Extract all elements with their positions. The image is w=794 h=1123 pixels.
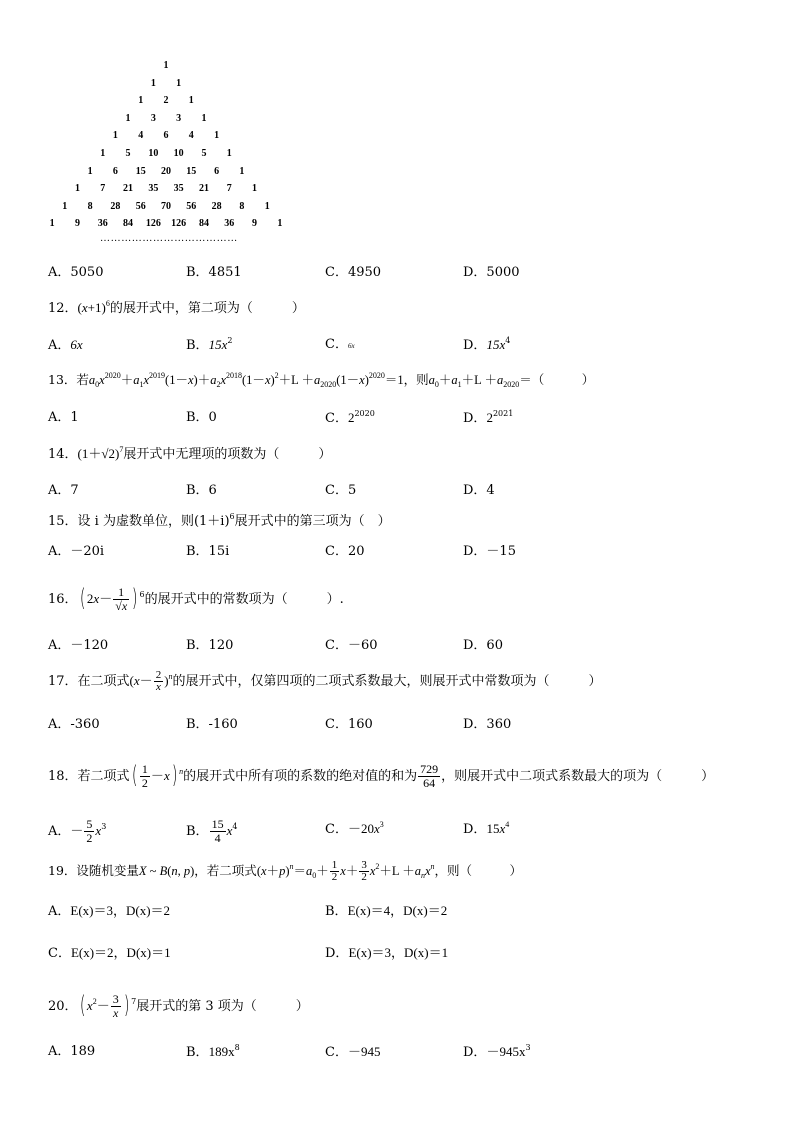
triangle-number: 15 xyxy=(135,165,146,177)
triangle-number: 4 xyxy=(188,130,194,142)
q18-option-a: A．－ $\frac{5}{2}$ $x^3$ xyxy=(48,817,107,845)
q12-option-a: A．6x xyxy=(48,337,83,353)
q19-option-c: C．E(x)＝2，D(x)＝1 xyxy=(48,945,171,961)
q12-number: 12． xyxy=(48,301,78,316)
triangle-number: 3 xyxy=(176,112,182,124)
q16-option-d: D．60 xyxy=(463,638,503,653)
triangle-number: 36 xyxy=(224,218,235,230)
triangle-number: 1 xyxy=(264,200,270,212)
triangle-number: 5 xyxy=(201,148,207,159)
triangle-number: 10 xyxy=(148,148,159,159)
question-13: 13．若$a_0x^{2020}+a_1x^{2019}(1-x)+a_2x^{2018}(1-x)^2+L +a_{2020}(1-x)^{2020}=1$，则$a_0+a_1+L +a_{2020}=$（ ） xyxy=(48,371,595,389)
question-16: 16．( 2x－ $\frac{1}{√x}$ ) $^6$的展开式中的常数项为（ ）. xyxy=(48,584,344,613)
q19-option-b: B．E(x)＝4，D(x)＝2 xyxy=(325,903,448,919)
question-18: 18．若二项式( $\frac{1}{2}$ －x) $^n$的展开式中所有项的系数的绝对值的和为 $\frac{729}{64}$ ，则展开式中二项式系数最大的项为（ ） xyxy=(48,761,715,790)
q19-option-d: D．E(x)＝3，D(x)＝1 xyxy=(325,945,449,961)
q17-option-c: C．160 xyxy=(325,717,373,732)
question-17: 17．在二项式(x－ $\frac{2}{x}$ )$^n$的展开式中，仅第四项的二项式系数最大，则展开式中常数项为（ ） xyxy=(48,669,602,693)
q15-option-d: D．－15 xyxy=(463,544,516,559)
triangle-number: 1 xyxy=(138,95,144,107)
triangle-number: 1 xyxy=(214,130,220,142)
triangle-number: 8 xyxy=(87,200,93,212)
triangle-number: 1 xyxy=(74,183,80,195)
q13-option-b: B．0 xyxy=(186,410,217,425)
triangle-number: 2 xyxy=(163,95,169,107)
q20-option-a: A．189 xyxy=(48,1044,96,1059)
triangle-number: 6 xyxy=(214,165,220,177)
triangle-number: 35 xyxy=(173,183,184,195)
triangle-number: 1 xyxy=(87,165,93,177)
triangle-number: 1 xyxy=(163,60,169,71)
q16-option-b: B．120 xyxy=(186,638,234,653)
triangle-number: 10 xyxy=(173,148,184,159)
q11-option-d: D．5000 xyxy=(463,265,520,280)
triangle-number: 9 xyxy=(74,218,80,230)
q20-option-d: D．$-945x^3$ xyxy=(463,1043,531,1060)
q11-option-c: C．4950 xyxy=(325,265,382,280)
question-14: 14．$(1+√2)^7$展开式中无理项的项数为（ ） xyxy=(48,445,332,462)
q14-option-a: A．7 xyxy=(48,483,79,498)
q14-option-c: C．5 xyxy=(325,483,357,498)
triangle-number: 28 xyxy=(211,200,222,212)
triangle-number: 1 xyxy=(62,200,68,212)
q15-option-a: A．－20i xyxy=(48,544,105,559)
q18-option-b: B． $\frac{15}{4}$ $x^4$ xyxy=(186,817,238,845)
triangle-number: 20 xyxy=(161,165,171,177)
q17-option-a: A．-360 xyxy=(48,717,100,732)
q16-option-a: A．－120 xyxy=(48,638,109,653)
triangle-number: 7 xyxy=(100,183,106,195)
triangle-number: 56 xyxy=(135,200,146,212)
question-19: 19．设随机变量X ~ B(n, p)，若二项式$(x+p)^n=a_0+$ $\frac{1}{2}$ x＋ $\frac{3}{2}$ $x^2+L +a_nx^n$，则（ ） xyxy=(48,859,523,883)
q18-option-d: D．$15x^4$ xyxy=(463,820,510,837)
triangle-number: 28 xyxy=(110,200,121,212)
q17-option-b: B．-160 xyxy=(186,717,238,732)
triangle-number: 21 xyxy=(123,183,134,195)
q13-option-a: A．1 xyxy=(48,410,79,425)
triangle-number: 126 xyxy=(145,218,161,230)
triangle-number: 21 xyxy=(198,183,209,195)
triangle-number: 84 xyxy=(123,218,134,230)
triangle-number: 1 xyxy=(239,165,245,177)
q12-option-b: B．$15x^2$ xyxy=(186,336,233,353)
triangle-number: 6 xyxy=(163,130,169,142)
triangle-number: 1 xyxy=(49,218,55,230)
q11-option-b: B．4851 xyxy=(186,265,242,280)
q19-option-a: A．E(x)＝3，D(x)＝2 xyxy=(48,903,171,919)
triangle-number: 1 xyxy=(201,112,207,124)
triangle-number: 4 xyxy=(138,130,144,142)
triangle-number: 1 xyxy=(150,77,156,89)
triangle-number: 1 xyxy=(100,148,106,159)
q16-option-c: C．－60 xyxy=(325,638,378,653)
q15-option-b: B．15i xyxy=(186,544,230,559)
triangle-number: 6 xyxy=(112,165,118,177)
q18-option-c: C．$-20x^3$ xyxy=(325,820,384,837)
triangle-ellipsis: ………………………………… xyxy=(100,233,238,244)
question-12: 12．$(x+1)^6$的展开式中，第二项为（ ） xyxy=(48,299,305,316)
triangle-number: 8 xyxy=(239,200,245,212)
q20-option-c: C．－945 xyxy=(325,1044,381,1060)
pascal-triangle xyxy=(0,0,340,250)
triangle-number: 15 xyxy=(186,165,197,177)
triangle-number: 1 xyxy=(226,148,232,159)
triangle-number: 84 xyxy=(198,218,209,230)
q14-option-d: D．4 xyxy=(463,483,495,498)
triangle-number: 70 xyxy=(161,200,171,212)
triangle-number: 126 xyxy=(171,218,187,230)
triangle-number: 1 xyxy=(277,218,283,230)
q13-option-c: C．$2^{2020}$ xyxy=(325,409,375,426)
q12-option-d: D．$15x^4$ xyxy=(463,336,511,353)
question-20: 20．( $x^2-$ $\frac{3}{x}$ ) $^7$展开式的第 3 项为（ ） xyxy=(48,991,309,1020)
q20-option-b: B．$189x^8$ xyxy=(186,1043,240,1060)
triangle-number: 5 xyxy=(125,148,131,159)
triangle-number: 7 xyxy=(226,183,232,195)
q15-option-c: C．20 xyxy=(325,544,365,559)
triangle-number: 36 xyxy=(97,218,108,230)
q13-option-d: D．$2^{2021}$ xyxy=(463,409,514,426)
question-15: 15．设 i 为虚数单位，则$(1+i)^6$展开式中的第三项为（ ） xyxy=(48,512,391,529)
triangle-number: 1 xyxy=(176,77,182,89)
triangle-number: 35 xyxy=(148,183,159,195)
triangle-number: 1 xyxy=(252,183,258,195)
q12-option-c: C．6x xyxy=(325,337,355,352)
q17-option-d: D．360 xyxy=(463,717,512,732)
triangle-number: 1 xyxy=(188,95,194,107)
triangle-number: 1 xyxy=(125,112,131,124)
triangle-number: 3 xyxy=(150,112,156,124)
q12-text: 的展开式中，第二项为（ ） xyxy=(109,301,305,316)
triangle-number: 56 xyxy=(186,200,197,212)
q11-option-a: A．5050 xyxy=(48,265,104,280)
q14-option-b: B．6 xyxy=(186,483,217,498)
triangle-number: 1 xyxy=(112,130,118,142)
triangle-number: 9 xyxy=(252,218,258,230)
